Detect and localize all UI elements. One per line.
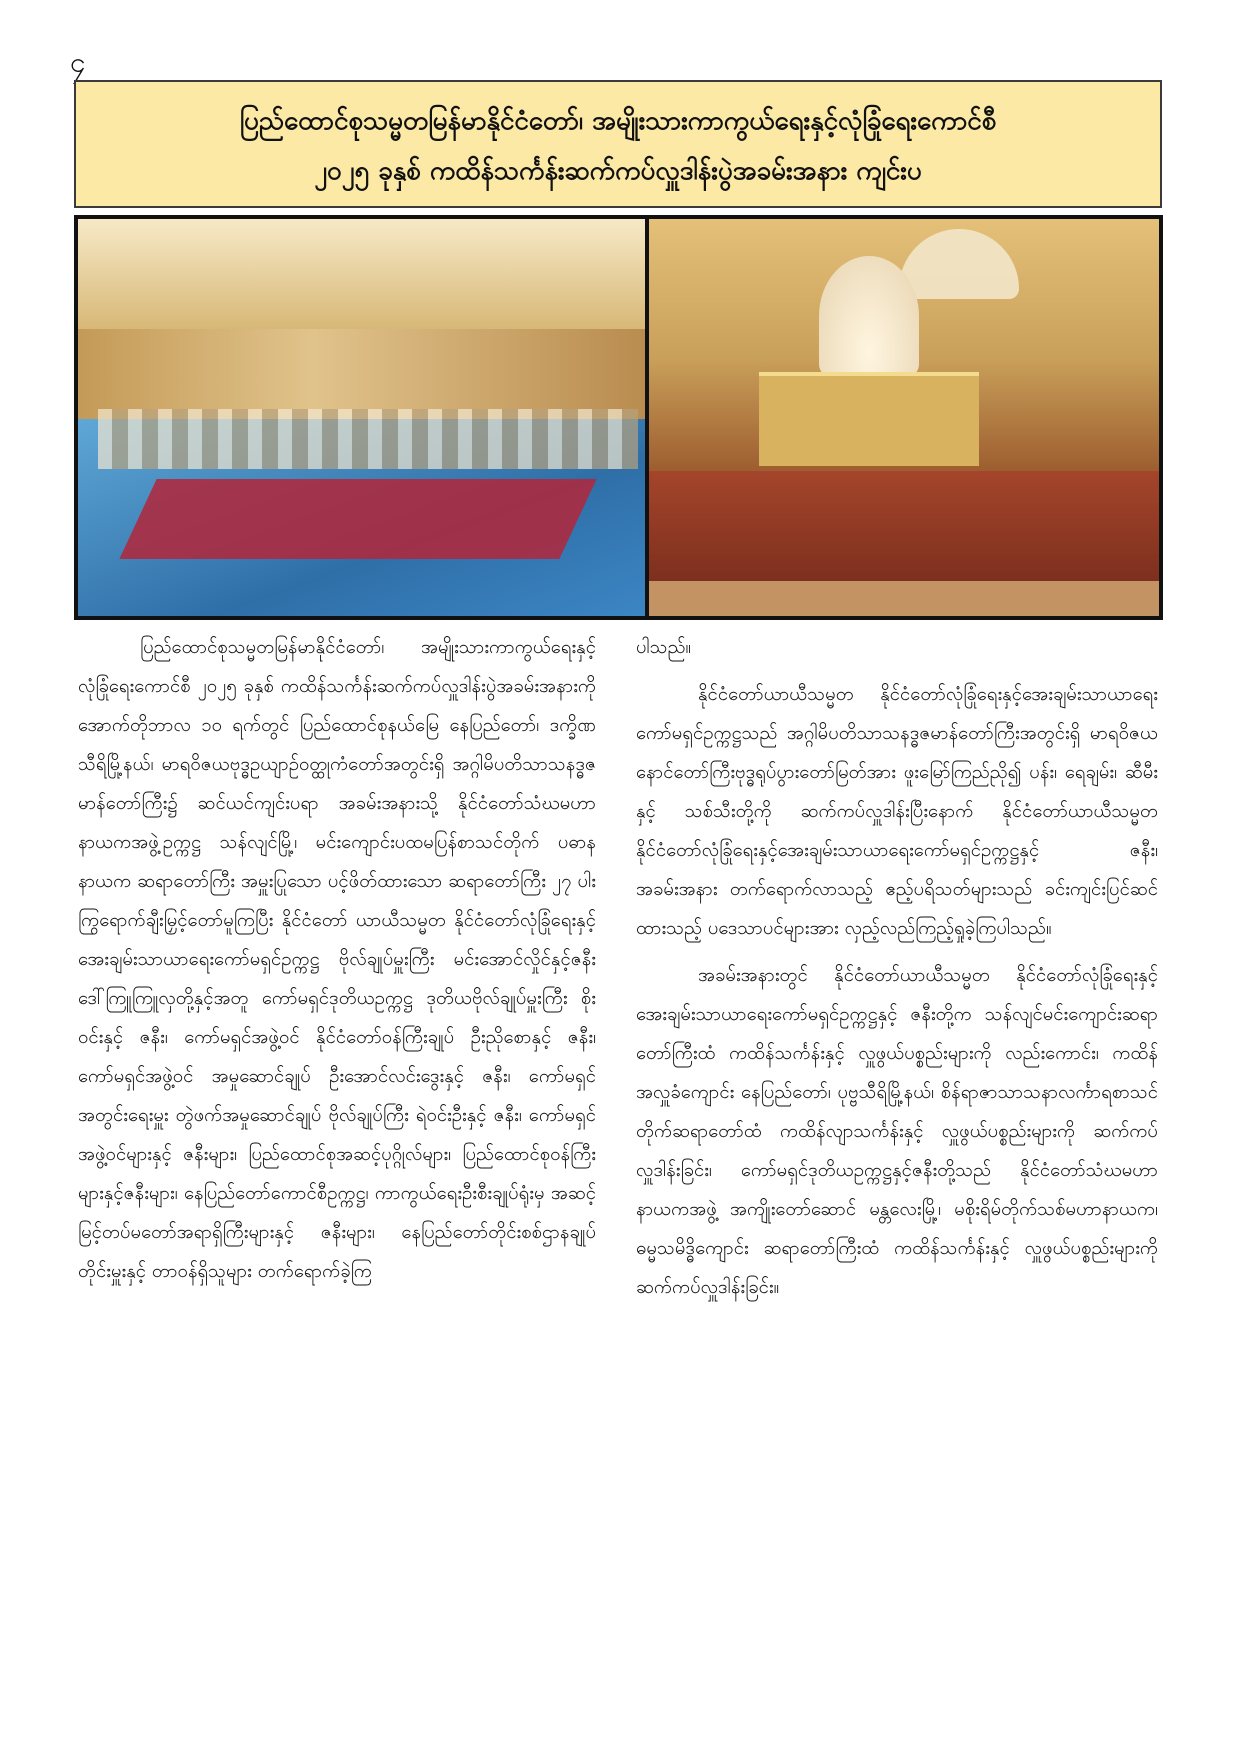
headline-line-1: ပြည်ထောင်စုသမ္မတမြန်မာနိုင်ငံတော်၊ အမျိုးသားကာကွယ်ရေးနှင့်လုံခြုံရေးကောင်စီ	[239, 106, 997, 136]
hall-ceiling	[78, 219, 664, 329]
hall-walls	[78, 329, 664, 419]
white-umbrella	[899, 229, 1019, 299]
ceremony-hall-photo	[74, 215, 668, 620]
golden-throne	[759, 372, 979, 466]
headline-line-2: ၂၀၂၅ ခုနှစ် ကထိန်သင်္ကန်းဆက်ကပ်လှူဒါန်းပွဲအခမ်းအနား ကျင်းပ	[314, 156, 922, 186]
article-paragraph: ပြည်ထောင်စုသမ္မတမြန်မာနိုင်ငံတော်၊ အမျိုးသားကာကွယ်ရေးနှင့် လုံခြုံရေးကောင်စီ ၂၀၂၅ ခုနှစ် ကထိန်သင်္ကန်းဆက်ကပ်လှူဒါန်းပွဲအခမ်းအနားကို အောက်တိုဘာလ ၁၀ ရက်တွင် ပြည်ထောင်စုနယ်မြေ နေပြည်တော်၊ ဒက္ခိဏသီရိမြို့နယ်၊ မာရဝိဇယဗုဒ္ဓဥယျာဉ်ဝတ္ထုကံတော်အတွင်းရှိ အဂ္ဂါမိပတိသာသနဒ္ဓဇမာန်တော်ကြီး၌ ဆင်ယင်ကျင်းပရာ အခမ်းအနားသို့ နိုင်ငံတော်သံဃမဟာနာယကအဖွဲ့ဥက္ကဋ္ဌ သန်လျင်မြို့၊ မင်းကျောင်းပထမပြန်စာသင်တိုက် ပဓာနနာယက ဆရာတော်ကြီး အမှူးပြုသော ပင့်ဖိတ်ထားသော ဆရာတော်ကြီး ၂၇ ပါး ကြွရောက်ချီးမြှင့်တော်မူကြပြီး နိုင်ငံတော် ယာယီသမ္မတ နိုင်ငံတော်လုံခြုံရေးနှင့်အေးချမ်းသာယာရေးကော်မရှင်ဥက္ကဋ္ဌ ဗိုလ်ချုပ်မှူးကြီး မင်းအောင်လှိုင်နှင့်ဇနီး ဒေါ်ကြူကြူလှတို့နှင့်အတူ ကော်မရှင်ဒုတိယဥက္ကဋ္ဌ ဒုတိယဗိုလ်ချုပ်မှူးကြီး စိုးဝင်းနှင့် ဇနီး၊ ကော်မရှင်အဖွဲ့ဝင် နိုင်ငံတော်ဝန်ကြီးချုပ် ဦးညိုစောနှင့် ဇနီး၊ ကော်မရှင်အဖွဲ့ဝင် အမှုဆောင်ချုပ် ဦးအောင်လင်းဒွေးနှင့် ဇနီး၊ ကော်မရှင်အတွင်းရေးမှူး တွဲဖက်အမှုဆောင်ချုပ် ဗိုလ်ချုပ်ကြီး ရဲဝင်းဦးနှင့် ဇနီး၊ ကော်မရှင်အဖွဲ့ဝင်များနှင့် ဇနီးများ၊ ပြည်ထောင်စုအဆင့်ပုဂ္ဂိုလ်များ၊ ပြည်ထောင်စုဝန်ကြီးများနှင့်ဇနီးများ၊ နေပြည်တော်ကောင်စီဥက္ကဋ္ဌ၊ ကာကွယ်ရေးဦးစီးချုပ်ရုံးမှ အဆင့်မြင့်တပ်မတော်အရာရှိကြီးများနှင့် ဇနီးများ၊ နေပြည်တော်တိုင်းစစ်ဌာနချုပ်တိုင်းမှူးနှင့် တာဝန်ရှိသူများ တက်ရောက်ခဲ့ကြ	[78, 637, 596, 1282]
red-carpet-runner	[119, 479, 596, 559]
monks-shrine-photo	[645, 215, 1163, 620]
article-paragraph: အခမ်းအနားတွင် နိုင်ငံတော်ယာယီသမ္မတ နိုင်ငံတော်လုံခြုံရေးနှင့်အေးချမ်းသာယာရေးကော်မရှင်ဥက္ကဋ္ဌနှင့် ဇနီးတို့က သန်လျင်မင်းကျောင်းဆရာတော်ကြီးထံ ကထိန်သင်္ကန်းနှင့် လှူဖွယ်ပစ္စည်းများကို လည်းကောင်း၊ ကထိန်အလှူခံကျောင်း နေပြည်တော်၊ ပုဗ္ဗသီရိမြို့နယ်၊ စိန်ရာဇာသာသနာလင်္ကာရစာသင်တိုက်ဆရာတော်ထံ ကထိန်လျာသင်္ကန်းနှင့် လှူဖွယ်ပစ္စည်းများကို ဆက်ကပ်လှူဒါန်းခြင်း၊ ကော်မရှင်ဒုတိယဥက္ကဋ္ဌနှင့်ဇနီးတို့သည် နိုင်ငံတော်သံဃမဟာနာယကအဖွဲ့ အကျိုးတော်ဆောင် မန္တလေးမြို့၊ မစိုးရိမ်တိုက်သစ်မဟာနာယက၊ ဓမ္မသမိဒ္ဓိကျောင်း ဆရာတော်ကြီးထံ ကထိန်သင်္ကန်းနှင့် လှူဖွယ်ပစ္စည်းများကို ဆက်ကပ်လှူဒါန်းခြင်း။	[636, 965, 1158, 1298]
seated-guests	[98, 409, 638, 469]
headline-box	[74, 80, 1162, 208]
article-paragraph: နိုင်ငံတော်ယာယီသမ္မတ နိုင်ငံတော်လုံခြုံရေးနှင့်အေးချမ်းသာယာရေးကော်မရှင်ဥက္ကဋ္ဌသည် အဂ္ဂါမိပတိသာသနဒ္ဓဇမာန်တော်ကြီးအတွင်းရှိ မာရဝိဇယနောင်တော်ကြီးဗုဒ္ဓရုပ်ပွားတော်မြတ်အား ဖူးမြော်ကြည်ညို၍ ပန်း၊ ရေချမ်း၊ ဆီမီးနှင့် သစ်သီးတို့ကို ဆက်ကပ်လှူဒါန်းပြီးနောက် နိုင်ငံတော်ယာယီသမ္မတ နိုင်ငံတော်လုံခြုံရေးနှင့်အေးချမ်းသာယာရေးကော်မရှင်ဥက္ကဋ္ဌနှင့် ဇနီး၊ အခမ်းအနား တက်ရောက်လာသည့် ဧည့်ပရိသတ်များသည် ခင်းကျင်းပြင်ဆင်ထားသည့် ပဒေသာပင်များအား လှည့်လည်ကြည့်ရှုခဲ့ကြပါသည်။	[636, 684, 1158, 939]
right-column	[636, 628, 1158, 1307]
page-number: ၄	[70, 46, 86, 79]
article-paragraph-end: ပါသည်။	[636, 637, 692, 658]
seated-monks	[649, 471, 1159, 581]
hall-floor	[649, 581, 1159, 616]
buddha-image	[819, 256, 919, 376]
left-column	[78, 628, 596, 1291]
